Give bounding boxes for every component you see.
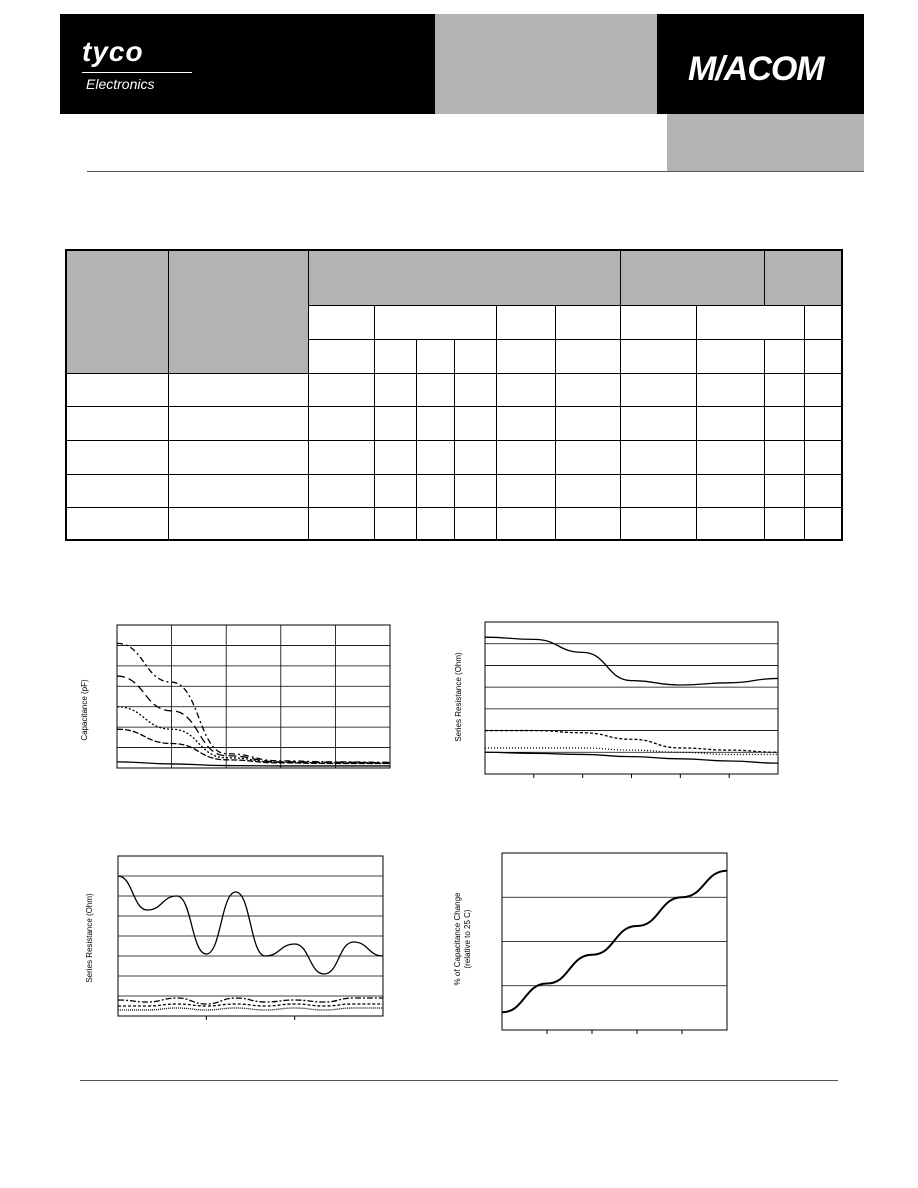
table-row [66,406,842,440]
series-line [117,676,390,763]
series-line [118,876,383,974]
table-unit-cell [308,339,374,373]
footer-rule [80,1080,838,1081]
series-line [118,1008,383,1010]
series-line [117,643,390,762]
macom-logo: M/ACOM [688,50,824,88]
table-unit-cell [620,339,696,373]
capacitance-chart-ylabel: Capacitance (pF) [80,679,89,741]
table-row [66,373,842,406]
table-unit-cell [555,339,620,373]
table-header-cell [764,250,842,305]
series-line [485,637,778,685]
table-unit-cell [416,339,454,373]
table-header-cell [620,250,764,305]
table-row [66,474,842,507]
table-unit-cell [804,339,842,373]
table-subheader-cell [496,305,555,339]
header-gray-block [435,14,657,114]
series-line [485,731,778,753]
series-resistance-chart-top [440,612,790,782]
table-row [66,440,842,474]
table-row [66,507,842,540]
table-unit-cell [496,339,555,373]
table-header-cell [66,250,168,373]
series-line [117,707,390,763]
capacitance-change-ylabel2: (relative to 25 C) [463,909,472,969]
table-header-cell [168,250,308,373]
tyco-logo-rule [82,72,192,73]
spec-table [65,249,843,541]
table-header-cell [308,250,620,305]
table-unit-cell [764,339,804,373]
series-resistance-top-ylabel: Series Resistance (Ohm) [454,652,463,742]
capacitance-chart [70,615,400,780]
table-subheader-cell [374,305,496,339]
plot-frame [117,625,390,768]
series-line [118,998,383,1004]
series-resistance-bottom-ylabel: Series Resistance (Ohm) [85,893,94,983]
capacitance-change-ylabel: % of Capacitance Change [453,892,462,986]
header-rule [87,171,864,172]
tyco-logo-sub: Electronics [86,76,155,92]
table-unit-cell [454,339,496,373]
tyco-logo: tyco [82,36,144,67]
capacitance-change-chart [440,845,740,1040]
table-subheader-cell [555,305,620,339]
plot-frame [485,622,778,774]
table-subheader-cell [620,305,696,339]
series-line [118,1004,383,1006]
table-subheader-cell [308,305,374,339]
table-unit-cell [696,339,764,373]
table-subheader-cell [696,305,804,339]
header-gray-tab [667,114,864,171]
table-unit-cell [374,339,416,373]
series-resistance-chart-bottom [70,848,395,1028]
